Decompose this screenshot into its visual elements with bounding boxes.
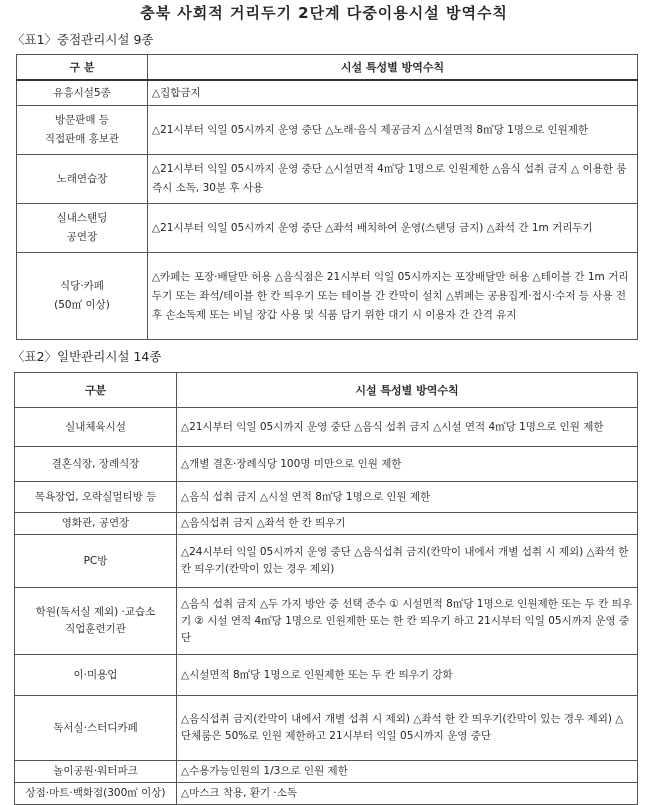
table-row — [15, 447, 638, 482]
rule-cell: △시설면적 8㎡당 1명으로 인원제한 또는 두 칸 띄우기 강화 — [177, 655, 638, 696]
rule-cell: △음식 섭취 금지 △두 가지 방안 중 선택 준수 ① 시설면적 8㎡당 1명으로 인원제한 또는 두 칸 띄우기 ② 시설 연적 4㎡당 1명으로 인원제한 또는 한 칸 띄우기 하고 21시부터 익일 05시까지 운영 중단 — [177, 588, 638, 655]
facility-cell: 실내스탠딩 공연장 — [17, 204, 148, 253]
facility-cell: 실내체육시설 — [15, 408, 177, 447]
table-row — [15, 696, 638, 761]
facility-cell: 노래연습장 — [17, 155, 148, 204]
facility-cell: 결혼식장, 장례식장 — [15, 447, 177, 482]
table-row — [15, 655, 638, 696]
table-row — [17, 155, 638, 204]
facility-cell: 학원(독서실 제외) ·교습소 직업훈련기관 — [15, 588, 177, 655]
header-rules: 시설 특성별 방역수칙 — [177, 373, 638, 408]
general-facilities-table — [14, 372, 638, 805]
table-row — [15, 408, 638, 447]
table2-caption: 〈표2〉일반관리시설 14종 — [12, 349, 162, 364]
rule-cell: △21시부터 익일 05시까지 운영 중단 △노래·음식 제공금지 △시설면적 8㎡당 1명으로 인원제한 — [148, 106, 638, 155]
header-category: 구분 — [15, 373, 177, 408]
table-row — [15, 783, 638, 805]
table-row — [17, 253, 638, 340]
rule-cell: △24시부터 익일 05시까지 운영 중단 △음식섭취 금지(칸막이 내에서 개별 섭취 시 제외) △좌석 한 칸 띄우기(칸막이 있는 경우 제외) — [177, 535, 638, 588]
facility-cell: 상점·마트·백화점(300㎡ 이상) — [15, 783, 177, 805]
facility-cell: 놀이공원·워터파크 — [15, 761, 177, 783]
priority-facilities-table — [16, 54, 638, 340]
table1-caption: 〈표1〉중점관리시설 9종 — [12, 32, 154, 47]
table-row — [15, 482, 638, 513]
table-row — [15, 761, 638, 783]
facility-cell: 유흥시설5종 — [17, 80, 148, 106]
table-row — [17, 106, 638, 155]
rule-cell: △개별 결혼·장례식당 100명 미만으로 인원 제한 — [177, 447, 638, 482]
table-row — [17, 204, 638, 253]
table-row — [15, 513, 638, 535]
table-row — [15, 535, 638, 588]
table-row — [17, 80, 638, 106]
facility-cell: 방문판매 등 직접판매 홍보관 — [17, 106, 148, 155]
facility-cell: 영화관, 공연장 — [15, 513, 177, 535]
facility-cell: 독서실·스터디카페 — [15, 696, 177, 761]
rule-cell: △음식 섭취 금지 △시설 연적 8㎡당 1명으로 인원 제한 — [177, 482, 638, 513]
rule-cell: △집합금지 — [148, 80, 638, 106]
header-rules: 시설 특성별 방역수칙 — [148, 55, 638, 81]
rule-cell: △21시부터 익일 05시까지 운영 중단 △시설면적 4㎡당 1명으로 인원제한 △음식 섭취 금지 △ 이용한 룸 즉시 소독, 30분 후 사용 — [148, 155, 638, 204]
rule-cell: △마스크 착용, 환기 ·소독 — [177, 783, 638, 805]
rule-cell: △음식섭취 금지 △좌석 한 칸 띄우기 — [177, 513, 638, 535]
header-category: 구 분 — [17, 55, 148, 81]
page-title: 충북 사회적 거리두기 2단계 다중이용시설 방역수칙 — [140, 4, 508, 22]
rule-cell: △21시부터 익일 05시까지 운영 중단 △음식 섭취 금지 △시설 연적 4㎡당 1명으로 인원 제한 — [177, 408, 638, 447]
facility-cell: PC방 — [15, 535, 177, 588]
facility-cell: 식당·카페 (50㎡ 이상) — [17, 253, 148, 340]
rule-cell: △카페는 포장·배달만 허용 △음식점은 21시부터 익일 05시까지는 포장배달만 허용 △테이블 간 1m 거리두기 또는 좌석/테이블 한 칸 띄우기 또는 테이블 간 칸막이 설치 △뷔페는 공용집게·접시·수저 등 사용 전후 손소독제 또는 비닐 장갑 사용 및 식품 담기 위한 대기 시 이용자 간 간격 유지 — [148, 253, 638, 340]
facility-cell: 목욕장업, 오락실멀티방 등 — [15, 482, 177, 513]
table-row — [15, 588, 638, 655]
facility-cell: 이·미용업 — [15, 655, 177, 696]
rule-cell: △음식섭취 금지(칸막이 내에서 개별 섭취 시 제외) △좌석 한 칸 띄우기(칸막이 있는 경우 제외) △단체룸은 50%로 인원 제한하고 21시부터 익일 05시까지 운영 중단 — [177, 696, 638, 761]
rule-cell: △21시부터 익일 05시까지 운영 중단 △좌석 배치하여 운영(스탠딩 금지) △좌석 간 1m 거리두기 — [148, 204, 638, 253]
rule-cell: △수용가능인원의 1/3으로 인원 제한 — [177, 761, 638, 783]
